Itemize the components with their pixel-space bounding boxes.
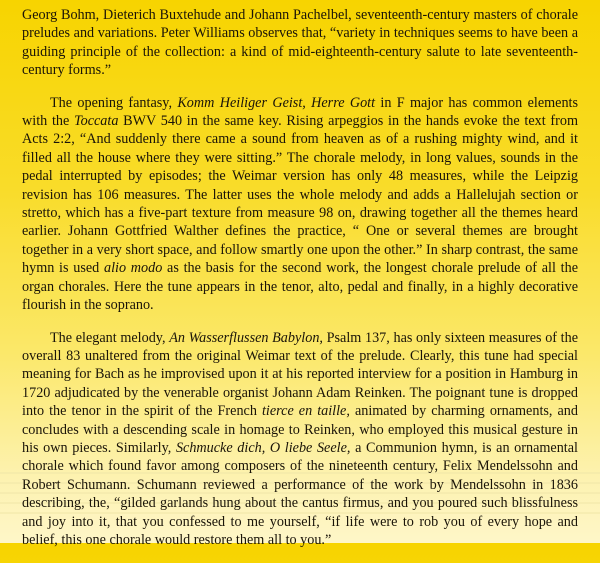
paragraph-1 <box>22 6 578 80</box>
paragraph-2-segment-5: BWV 540 in the same key. Rising arpeggios in the hands evoke the text from Acts 2:2, “And suddenly there came a sound from heaven as of a rushing mighty wind, and it filled all the house where they were sitting.” The chorale melody, in long values, sounds in the pedal interrupted by episodes; the Weimar version has only 48 measures, while the Leipzig revision has 106 measures. The latter uses the whole melody and adds a Hallelujah section or stretto, which has a five-part texture from measure 98 on, drawing together all the themes heard earlier. Johann Gottfried Walther defines the practice, “ One or several themes are brought together in a very short space, and follow smartly one upon the other.” In sharp contrast, the same hymn is used <box>22 113 578 277</box>
term-alio-modo: alio modo <box>103 260 163 277</box>
paragraph-3-segment-5: animated by charming ornaments, and concludes with a descending scale in homage to Reinken, who employed this musical gesture in his own pieces. Similarly, <box>22 403 578 456</box>
paragraph-2 <box>22 94 578 315</box>
paragraph-2-segment-3: in F major has common elements with the <box>22 94 578 130</box>
paragraph-3-segment-1: The elegant melody, <box>50 329 170 346</box>
paragraph-2-segment-7: as the basis for the second work, the longest chorale prelude of all the organ chorales. Here the tune appears in the tenor, alto, pedal and finally, in a highly decorative flourish in the soprano. <box>22 260 578 314</box>
work-title-schmucke-dich: Schmucke dich, O liebe Seele, <box>175 439 351 456</box>
paragraph-2-segment-1: The opening fantasy, <box>50 94 178 111</box>
paragraph-1-segment-1: Georg Bohm, Dieterich Buxtehude and Johann Pachelbel, seventeenth-century masters of chorale preludes and variations. Peter Williams observes that, “variety in techniques seems to have been a guiding principle of the collection: a kind of mid-eighteenth-century salute to late seventeenth-century forms.” <box>22 7 578 79</box>
article-body <box>22 6 578 563</box>
term-tierce-en-taille: tierce en taille, <box>261 403 350 420</box>
work-title-toccata: Toccata <box>74 113 119 130</box>
work-title-an-wasserflussen-babylon: An Wasserflussen Babylon, <box>169 329 323 346</box>
paragraph-3-segment-7: a Communion hymn, is an ornamental chorale which found favor among composers of the nineteenth century, Felix Mendelssohn and Robert Schumann. Schumann reviewed a performance of the work by Mendelssohn in 1836 describing, the, “gilded garlands hung about the cantus firmus, and you poured such blissfulness and joy into it, that you confessed to me yourself, “if life were to rob you of every hope and belief, this one chorale would restore them all to you.” <box>22 439 578 548</box>
paragraph-3 <box>22 329 578 550</box>
work-title-komm-heiliger-geist: Komm Heiliger Geist, Herre Gott <box>177 94 376 111</box>
paragraph-3-segment-3: Psalm 137, has only sixteen measures of the overall 83 unaltered from the original Weimar text of the prelude. Clearly, this tune had special meaning for Bach as he improvised upon it at his reported interview for a position in Hamburg in 1720 adjudicated by the venerable organist Johann Adam Reinken. The poignant tune is dropped into the tenor in the spirit of the French <box>22 329 579 420</box>
